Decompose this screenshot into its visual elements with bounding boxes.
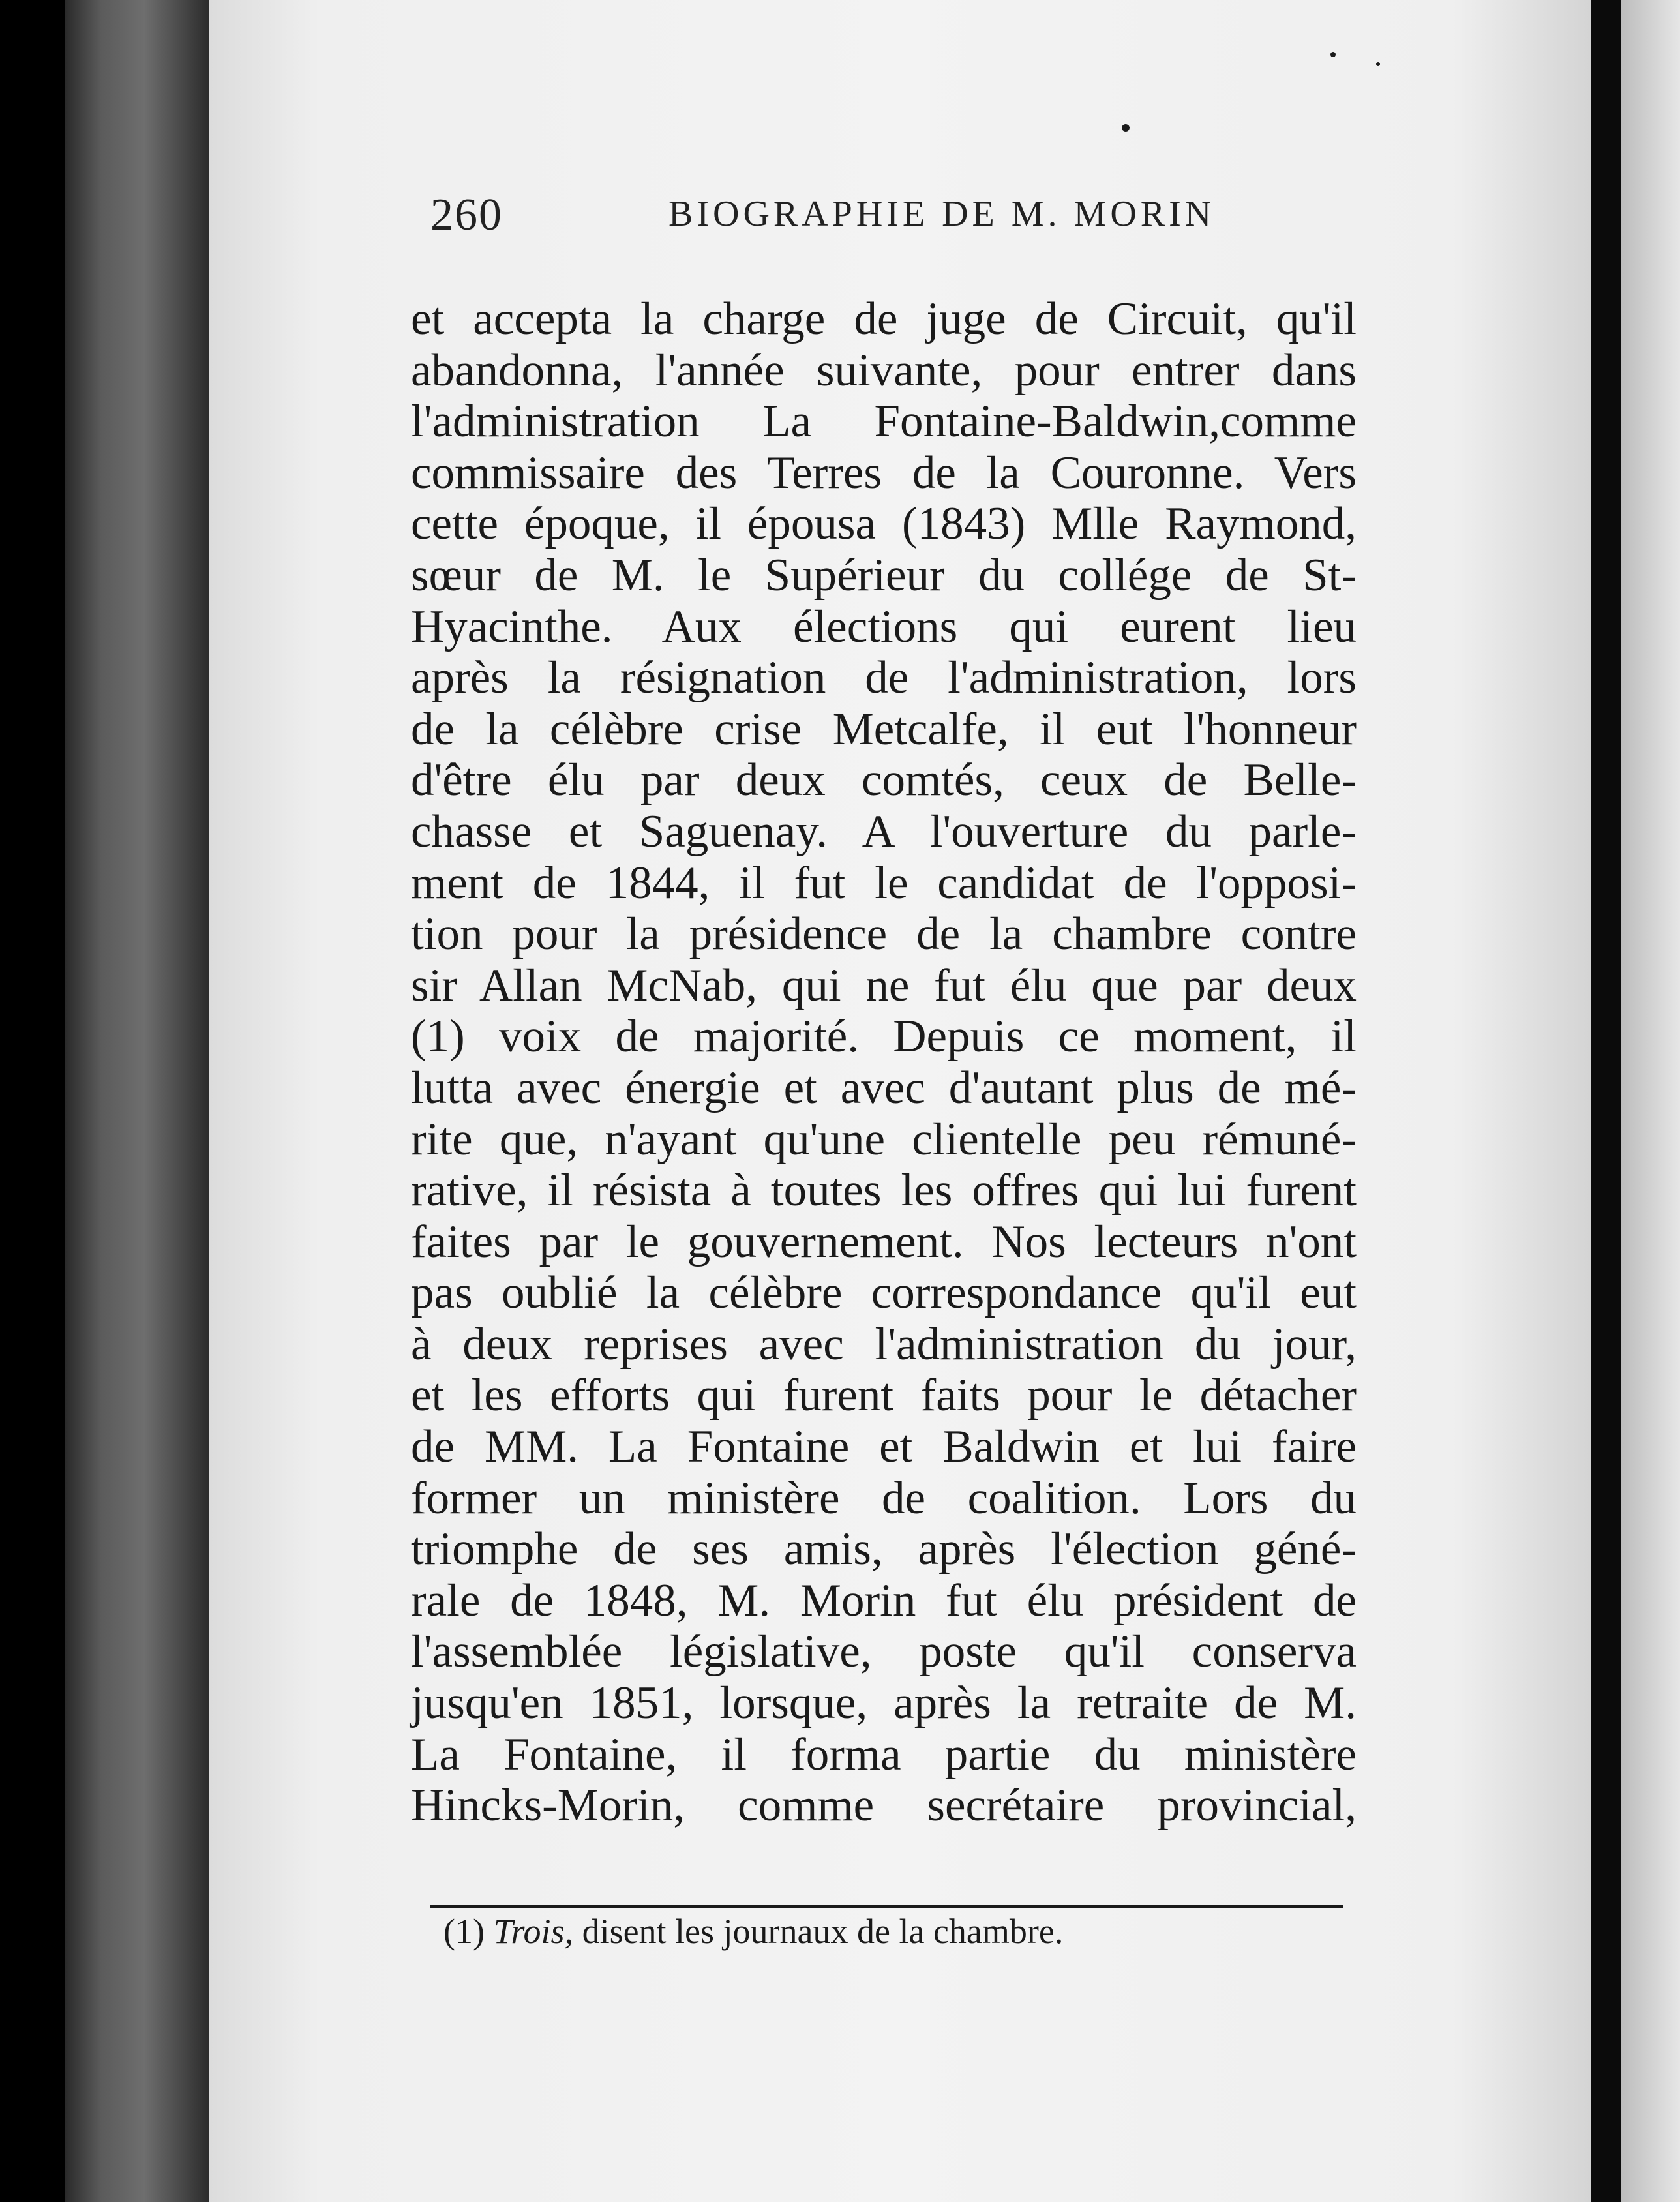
footnote [443, 1911, 1063, 1952]
text-line: triomphe de ses amis, après l'élection géné- [411, 1524, 1357, 1575]
ink-speck [1330, 52, 1336, 57]
text-line: abandonna, l'année suivante, pour entrer dans [411, 344, 1357, 396]
ink-speck [1122, 124, 1130, 132]
footnote-italic-word: Trois, [493, 1912, 574, 1951]
text-line: rite que, n'ayant qu'une clientelle peu rémuné- [411, 1113, 1357, 1165]
text-line: tion pour la présidence de la chambre contre [411, 909, 1357, 960]
text-line: lutta avec énergie et avec d'autant plus de mé- [411, 1062, 1357, 1113]
text-line: l'administration La Fontaine-Baldwin,comme [411, 396, 1357, 447]
text-line: et accepta la charge de juge de Circuit, qu'il [411, 294, 1357, 344]
body-text [411, 294, 1357, 1832]
text-line: d'être élu par deux comtés, ceux de Belle- [411, 755, 1357, 806]
text-line: former un ministère de coalition. Lors du [411, 1472, 1357, 1524]
text-line: pas oublié la célèbre correspondance qu'il eut [411, 1267, 1357, 1319]
ink-speck [1376, 62, 1380, 66]
footnote-text: disent les journaux de la chambre. [582, 1912, 1064, 1951]
text-line: cette époque, il épousa (1843) Mlle Raymond, [411, 498, 1357, 550]
text-line: Hyacinthe. Aux élections qui eurent lieu [411, 601, 1357, 652]
next-page-edge [1621, 0, 1680, 2202]
text-line: ment de 1844, il fut le candidat de l'opposi- [411, 857, 1357, 909]
text-line: à deux reprises avec l'administration du jour, [411, 1318, 1357, 1370]
book-spine [65, 0, 209, 2202]
text-line: sir Allan McNab, qui ne fut élu que par deux [411, 959, 1357, 1011]
text-line: et les efforts qui furent faits pour le détacher [411, 1370, 1357, 1421]
text-line: l'assemblée législative, poste qu'il conserva [411, 1626, 1357, 1678]
book-page [209, 0, 1591, 2202]
page-gutter [1591, 0, 1621, 2202]
text-line: rative, il résista à toutes les offres qui lui furent [411, 1165, 1357, 1216]
footnote-marker: (1) [443, 1912, 485, 1951]
text-line: rale de 1848, M. Morin fut élu président de [411, 1575, 1357, 1626]
page-header [209, 189, 1591, 254]
running-head: BIOGRAPHIE DE M. MORIN [668, 194, 1216, 234]
text-line: chasse et Saguenay. A l'ouverture du parle- [411, 806, 1357, 857]
text-line: après la résignation de l'administration, lors [411, 652, 1357, 704]
text-line: commissaire des Terres de la Couronne. Vers [411, 447, 1357, 498]
text-line: sœur de M. le Supérieur du collége de St- [411, 549, 1357, 601]
text-line: La Fontaine, il forma partie du ministère [411, 1728, 1357, 1780]
text-line: faites par le gouvernement. Nos lecteurs n'ont [411, 1216, 1357, 1267]
text-line: de MM. La Fontaine et Baldwin et lui faire [411, 1421, 1357, 1473]
footnote-rule [430, 1905, 1343, 1908]
text-line: jusqu'en 1851, lorsque, après la retraite de M. [411, 1678, 1357, 1729]
text-line: (1) voix de majorité. Depuis ce moment, il [411, 1011, 1357, 1063]
text-line: Hincks-Morin, comme secrétaire provincial, [411, 1780, 1357, 1832]
text-line: de la célèbre crise Metcalfe, il eut l'honneur [411, 703, 1357, 755]
page-number: 260 [430, 190, 503, 240]
